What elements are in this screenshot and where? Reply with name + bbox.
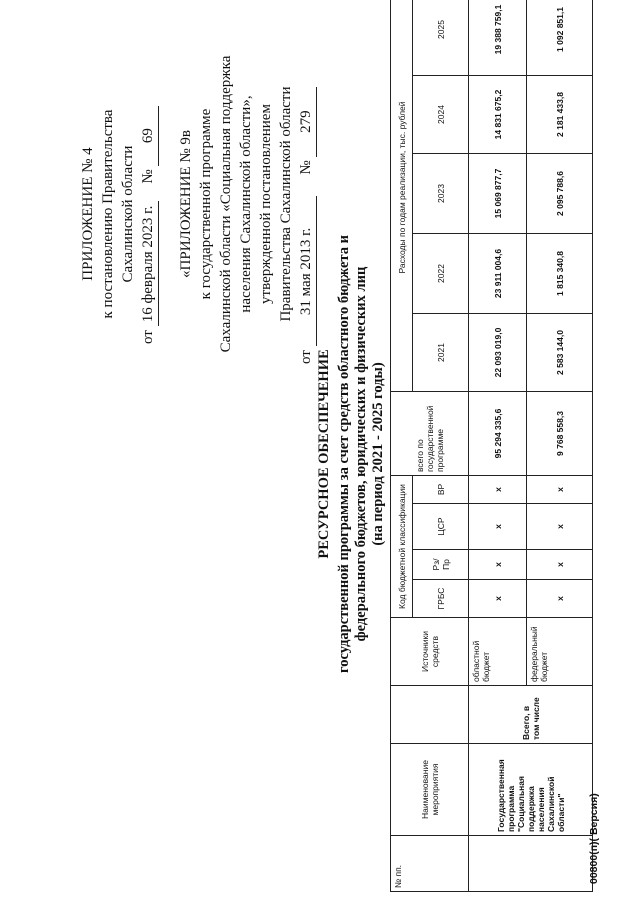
total-including-cell: Всего, в том числе bbox=[469, 686, 593, 744]
year-2025-cell: 1 092 851,1 bbox=[527, 0, 593, 76]
row-num-cell bbox=[469, 836, 593, 892]
appendix-4-date: 16 февраля 2023 г. bbox=[138, 201, 159, 326]
source-cell: областной бюджет bbox=[469, 618, 527, 686]
year-2023-cell: 2 095 788,6 bbox=[527, 154, 593, 234]
table-header-row bbox=[391, 0, 413, 892]
csr-cell: x bbox=[469, 504, 527, 550]
appendix-4-header bbox=[78, 84, 159, 344]
col-year-2025: 2025 bbox=[413, 0, 469, 76]
from-label: от bbox=[140, 330, 156, 344]
vr-cell: x bbox=[527, 476, 593, 504]
csr-cell: x bbox=[527, 504, 593, 550]
col-budget-code: Код бюджетной классификации bbox=[391, 476, 413, 618]
col-year-2024: 2024 bbox=[413, 76, 469, 154]
col-year-2022: 2022 bbox=[413, 234, 469, 314]
appendix-4-number: 69 bbox=[138, 106, 159, 166]
resource-table bbox=[390, 0, 593, 892]
title-line1: РЕСУРСНОЕ ОБЕСПЕЧЕНИЕ bbox=[316, 349, 332, 559]
appendix-9v-line4: населения Сахалинской области», bbox=[238, 95, 254, 313]
col-name: Наименование мероприятия bbox=[391, 744, 469, 836]
title-line4: (на период 2021 - 2025 годы) bbox=[370, 362, 386, 546]
grbs-cell: x bbox=[469, 580, 527, 618]
document-title bbox=[316, 194, 387, 714]
number-label: № bbox=[140, 169, 156, 184]
grbs-cell: x bbox=[527, 580, 593, 618]
rzpr-cell: x bbox=[527, 550, 593, 580]
appendix-9v-date-line bbox=[296, 44, 317, 364]
year-2022-cell: 1 815 340,8 bbox=[527, 234, 593, 314]
col-expenses: Расходы по годам реализации, тыс. рублей bbox=[391, 0, 413, 392]
appendix-4-date-line bbox=[138, 84, 159, 344]
total-cell: 9 768 558,3 bbox=[527, 392, 593, 476]
year-2023-cell: 15 069 877,7 bbox=[469, 154, 527, 234]
col-year-2023: 2023 bbox=[413, 154, 469, 234]
col-num: № пп. bbox=[391, 836, 469, 892]
year-2025-cell: 19 388 759,1 bbox=[469, 0, 527, 76]
appendix-9v-title: «ПРИЛОЖЕНИЕ № 9в bbox=[178, 130, 194, 278]
appendix-9v-line3: Сахалинской области «Социальная поддержка bbox=[218, 55, 234, 353]
col-total-label bbox=[391, 686, 469, 744]
appendix-4-title: ПРИЛОЖЕНИЕ № 4 bbox=[80, 147, 96, 281]
col-grbs: ГРБС bbox=[413, 580, 469, 618]
year-2022-cell: 23 911 004,6 bbox=[469, 234, 527, 314]
title-line2: государственной программы за счет средств областного бюджета и bbox=[336, 235, 352, 673]
col-rzpr: Рз/ Пр bbox=[413, 550, 469, 580]
col-csr: ЦСР bbox=[413, 504, 469, 550]
col-year-2021: 2021 bbox=[413, 314, 469, 392]
appendix-9v-date: 31 мая 2013 г. bbox=[296, 196, 317, 346]
col-source: Источники средств bbox=[391, 618, 469, 686]
from-label: от bbox=[298, 350, 314, 364]
appendix-4-line3: Сахалинской области bbox=[120, 145, 136, 283]
rzpr-cell: x bbox=[469, 550, 527, 580]
appendix-9v-number: 279 bbox=[296, 87, 317, 157]
col-total: всего по государственной программе bbox=[391, 392, 469, 476]
appendix-9v-line6: Правительства Сахалинской области bbox=[278, 86, 294, 322]
appendix-9v-line2: к государственной программе bbox=[198, 108, 214, 300]
year-2024-cell: 2 181 433,8 bbox=[527, 76, 593, 154]
col-vr: ВР bbox=[413, 476, 469, 504]
table-row bbox=[469, 0, 527, 892]
appendix-4-line2: к постановлению Правительства bbox=[100, 109, 116, 319]
source-cell: федеральный бюджет bbox=[527, 618, 593, 686]
title-line3: федерального бюджетов, юридических и физических лиц bbox=[353, 266, 369, 642]
vr-cell: x bbox=[469, 476, 527, 504]
appendix-9v-header bbox=[176, 44, 317, 364]
year-2021-cell: 22 093 019,0 bbox=[469, 314, 527, 392]
program-name-cell: Государственная программа "Социальная поддержка населения Сахалинской области" bbox=[469, 744, 593, 836]
year-2024-cell: 14 831 675,2 bbox=[469, 76, 527, 154]
number-label: № bbox=[298, 160, 314, 175]
year-2021-cell: 2 583 144,0 bbox=[527, 314, 593, 392]
appendix-9v-line5: утвержденной постановлением bbox=[258, 104, 274, 304]
total-cell: 95 294 335,6 bbox=[469, 392, 527, 476]
footer-version: 00800(п)( Версия) bbox=[588, 793, 600, 884]
